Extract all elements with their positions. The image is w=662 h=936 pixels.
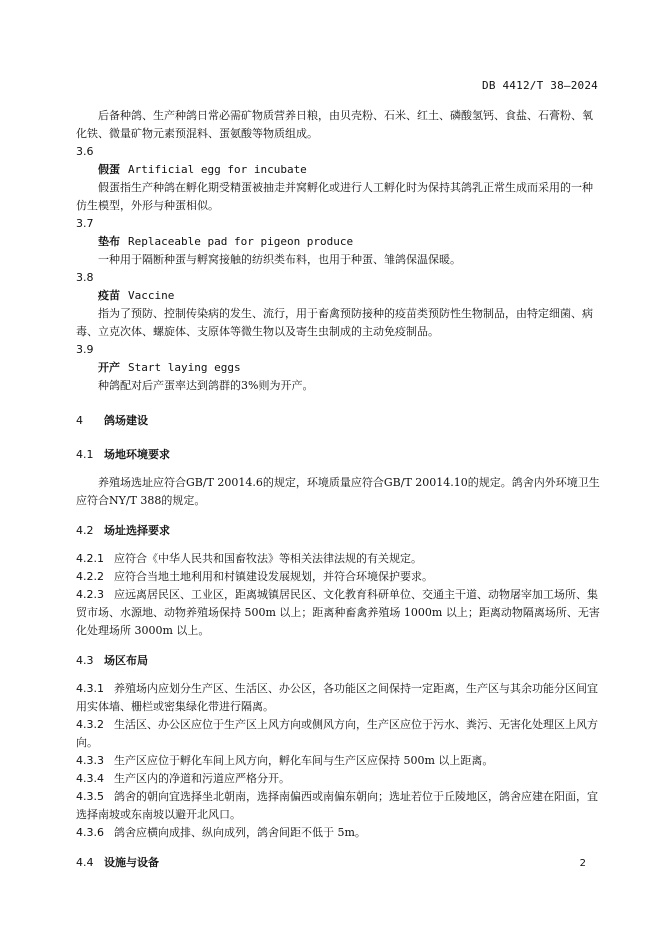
lead-paragraph: 后备种鸽、生产种鸽日常必需矿物质营养日粮，由贝壳粉、石米、红土、磷酸氢钙、食盐、石膏粉、氧化铁、微量矿物元素预混料、蛋氨酸等物质组成。 bbox=[76, 109, 593, 140]
clause-text: 应符合当地土地利用和村镇建设发展规划，并符合环境保护要求。 bbox=[114, 570, 433, 583]
term-definition: 指为了预防、控制传染病的发生、流行，用于畜禽预防接种的疫苗类预防性生物制品，由特定细菌、病毒、立克次体、螺旋体、支原体等微生物以及寄生虫制成的主动免疫制品。 bbox=[76, 307, 593, 338]
clause-text: 生活区、办公区应位于生产区上风方向或侧风方向，生产区应位于污水、粪污、无害化处理区上风方向。 bbox=[76, 718, 598, 749]
clause-number: 4.2.2 bbox=[76, 570, 104, 583]
clause-number: 4.3.3 bbox=[76, 754, 104, 767]
clause-number: 4.3.5 bbox=[76, 790, 104, 803]
term-heading bbox=[76, 359, 600, 377]
section-title: 场区布局 bbox=[104, 654, 148, 667]
clause-list bbox=[76, 550, 600, 640]
clause-number: 4.2.1 bbox=[76, 552, 104, 565]
clause bbox=[76, 680, 600, 716]
clause-number: 4.3.4 bbox=[76, 772, 104, 785]
term-zh: 假蛋 bbox=[98, 163, 120, 176]
term-en: Replaceable pad for pigeon produce bbox=[128, 235, 354, 248]
clause bbox=[76, 824, 600, 842]
section-heading bbox=[76, 854, 600, 872]
term-zh: 开产 bbox=[98, 361, 120, 374]
clause-text: 应远离居民区、工业区，距离城镇居民区、文化教育科研单位、交通主干道、动物屠宰加工场所、集贸市场、水源地、动物养殖场保持 500m 以上；距离种畜禽养殖场 1000m 以上；距离动物隔离场所、无害化处理场所 3000m 以上。 bbox=[76, 588, 600, 637]
term-definition: 种鸽配对后产蛋率达到鸽群的3%则为开产。 bbox=[98, 379, 314, 392]
section-title: 设施与设备 bbox=[104, 856, 159, 869]
clause-text: 生产区应位于孵化车间上风方向，孵化车间与生产区应保持 500m 以上距离。 bbox=[114, 754, 494, 767]
clause-number: 4.3.6 bbox=[76, 826, 104, 839]
term-zh: 疫苗 bbox=[98, 289, 120, 302]
section-number: 4.2 bbox=[76, 524, 94, 537]
term-en: Artificial egg for incubate bbox=[128, 163, 307, 176]
section-number: 4.4 bbox=[76, 856, 94, 869]
term-heading bbox=[76, 161, 600, 179]
clause bbox=[76, 752, 600, 770]
clause-number: 4.3.2 bbox=[76, 718, 104, 731]
term-number: 3.8 bbox=[76, 271, 94, 284]
chapter-number: 4 bbox=[76, 414, 83, 427]
section-number: 4.1 bbox=[76, 448, 94, 461]
document-body bbox=[76, 107, 600, 872]
clause-text: 鸽舍应横向成排、纵向成列，鸽舍间距不低于 5m。 bbox=[114, 826, 366, 839]
section-title: 场地环境要求 bbox=[104, 448, 170, 461]
clause bbox=[76, 586, 600, 640]
section-heading bbox=[76, 522, 600, 540]
clause-text: 应符合《中华人民共和国畜牧法》等相关法律法规的有关规定。 bbox=[114, 552, 422, 565]
term-definition: 假蛋指生产种鸽在孵化期受精蛋被抽走并窝孵化或进行人工孵化时为保持其鸽乳正常生成而采用的一种仿生模型，外形与种蛋相似。 bbox=[76, 181, 593, 212]
term-number: 3.6 bbox=[76, 145, 94, 158]
section-heading bbox=[76, 446, 600, 464]
section-title: 场址选择要求 bbox=[104, 524, 170, 537]
chapter-heading bbox=[76, 412, 600, 430]
clause-list bbox=[76, 680, 600, 842]
term-en: Start laying eggs bbox=[128, 361, 241, 374]
clause-text: 养殖场内应划分生产区、生活区、办公区，各功能区之间保持一定距离，生产区与其余功能分区间宜用实体墙、栅栏或密集绿化带进行隔离。 bbox=[76, 682, 598, 713]
clause-text: 鸽舍的朝向宜选择坐北朝南，选择南偏西或南偏东朝向；选址若位于丘陵地区，鸽舍应建在阳面，宜选择南坡或东南坡以避开北风口。 bbox=[76, 790, 598, 821]
clause-number: 4.2.3 bbox=[76, 588, 104, 601]
term-heading bbox=[76, 287, 600, 305]
clause bbox=[76, 788, 600, 824]
term-definition: 一种用于隔断种蛋与孵窝接触的纺织类布料，也用于种蛋、雏鸽保温保暖。 bbox=[98, 253, 461, 266]
term-number: 3.9 bbox=[76, 343, 94, 356]
section-heading bbox=[76, 652, 600, 670]
term-number: 3.7 bbox=[76, 217, 94, 230]
clause-number: 4.3.1 bbox=[76, 682, 104, 695]
doc-code-header: DB 4412/T 38—2024 bbox=[482, 79, 598, 92]
clause bbox=[76, 550, 600, 568]
term-zh: 垫布 bbox=[98, 235, 120, 248]
term-en: Vaccine bbox=[128, 289, 175, 302]
page-number: 2 bbox=[579, 858, 586, 869]
section-number: 4.3 bbox=[76, 654, 94, 667]
clause bbox=[76, 770, 600, 788]
chapter-title: 鸽场建设 bbox=[104, 414, 148, 427]
term-heading bbox=[76, 233, 600, 251]
clause-text: 生产区内的净道和污道应严格分开。 bbox=[114, 772, 290, 785]
section-paragraph: 养殖场选址应符合GB/T 20014.6的规定，环境质量应符合GB/T 20014.10的规定。鸽舍内外环境卫生应符合NY/T 388的规定。 bbox=[76, 476, 600, 507]
clause bbox=[76, 568, 600, 586]
clause bbox=[76, 716, 600, 752]
